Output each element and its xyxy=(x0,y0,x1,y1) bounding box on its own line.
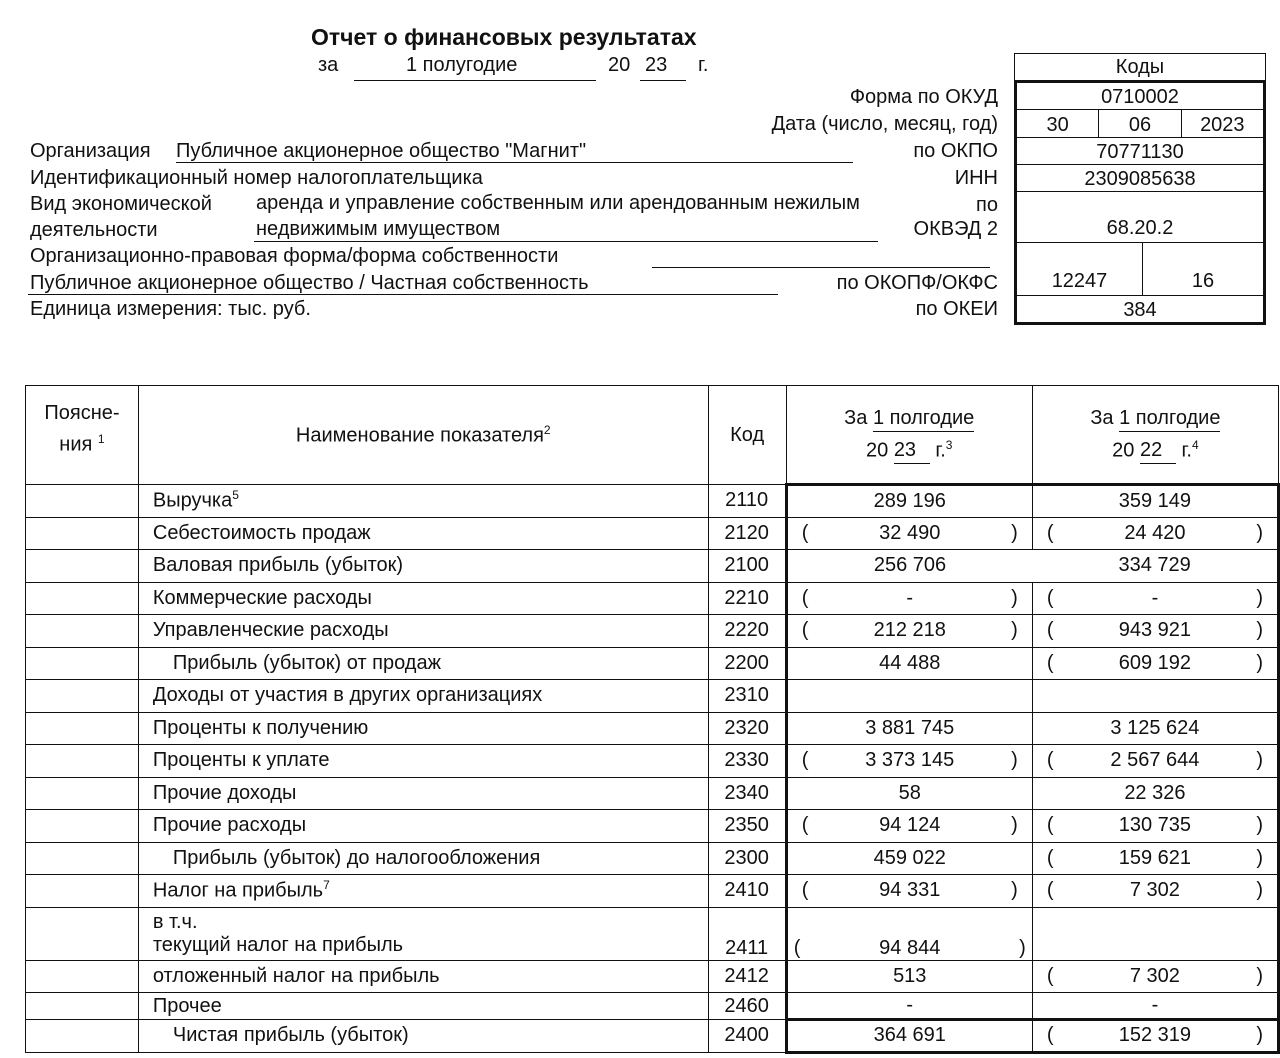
value-previous xyxy=(1032,907,1278,960)
value-current: 58 xyxy=(786,777,1032,810)
row-code: 2330 xyxy=(708,745,786,778)
okud-label: Форма по ОКУД xyxy=(849,86,998,108)
value-previous: ( ) - xyxy=(1032,582,1278,615)
value-current: 513 xyxy=(786,960,1032,993)
activity-label-1: Вид экономической xyxy=(30,193,212,215)
value-previous: ( ) 7 302 xyxy=(1032,960,1278,993)
table-row xyxy=(26,777,1279,810)
indicator-name: Валовая прибыль (убыток) xyxy=(138,550,708,583)
indicator-name: Прочие доходы xyxy=(138,777,708,810)
row-code: 2120 xyxy=(708,517,786,550)
header-period-previous: За 1 полгодие 20 22 г.$^4$ xyxy=(1032,386,1278,485)
inn-code-label: ИНН xyxy=(954,167,998,189)
okopf-value: 12247 xyxy=(1017,243,1143,295)
note-cell xyxy=(26,615,139,648)
note-cell xyxy=(26,842,139,875)
row-code: 2460 xyxy=(708,993,786,1020)
table-row xyxy=(26,582,1279,615)
row-code: 2200 xyxy=(708,647,786,680)
okved-value: 68.20.2 xyxy=(1106,217,1174,239)
value-current: ( ) 32 490 xyxy=(786,517,1032,550)
value-previous: 334 729 xyxy=(1032,550,1278,583)
row-code: 2350 xyxy=(708,810,786,843)
note-cell xyxy=(26,550,139,583)
value-previous: ( ) 7 302 xyxy=(1032,875,1278,908)
indicator-name: Проценты к уплате xyxy=(138,745,708,778)
indicator-name: Прочее xyxy=(138,993,708,1020)
value-current: ( ) - xyxy=(786,582,1032,615)
header-indicator-name: Наименование показателя$^2$ xyxy=(138,386,708,485)
table-row xyxy=(26,993,1279,1020)
table-row xyxy=(26,745,1279,778)
indicator-name: Чистая прибыль (убыток) xyxy=(138,1020,708,1053)
table-row xyxy=(26,1020,1279,1053)
note-cell xyxy=(26,582,139,615)
table-row xyxy=(26,485,1279,518)
row-code: 2110 xyxy=(708,485,786,518)
note-cell xyxy=(26,1020,139,1053)
value-current: 3 881 745 xyxy=(786,712,1032,745)
codes-header: Коды xyxy=(1014,53,1266,80)
value-previous: ( ) 24 420 xyxy=(1032,517,1278,550)
table-row xyxy=(26,960,1279,993)
value-previous: ( ) 152 319 xyxy=(1032,1020,1278,1053)
value-current xyxy=(786,680,1032,713)
note-cell xyxy=(26,810,139,843)
header-period-current: За 1 полгодие 20 23 г.$^3$ xyxy=(786,386,1032,485)
table-row xyxy=(26,842,1279,875)
page-title: Отчет о финансовых результатах xyxy=(311,24,697,50)
legal-form-label: Организационно-правовая форма/форма собственности xyxy=(30,245,559,267)
table-row xyxy=(26,647,1279,680)
indicator-name: Выручка$^5$ xyxy=(138,485,708,518)
row-code: 2340 xyxy=(708,777,786,810)
okud-value: 0710002 xyxy=(1101,86,1179,108)
okpo-label: по ОКПО xyxy=(913,140,998,162)
value-current: 459 022 xyxy=(786,842,1032,875)
row-code: 2412 xyxy=(708,960,786,993)
row-code: 2410 xyxy=(708,875,786,908)
table-row xyxy=(26,875,1279,908)
note-cell xyxy=(26,485,139,518)
header-code: Код xyxy=(708,386,786,485)
note-cell xyxy=(26,777,139,810)
date-label: Дата (число, месяц, год) xyxy=(771,113,998,135)
table-row xyxy=(26,712,1279,745)
okved-label-1: по xyxy=(976,194,998,216)
table-row xyxy=(26,907,1279,960)
indicator-name: Себестоимость продаж xyxy=(138,517,708,550)
note-cell xyxy=(26,960,139,993)
table-row xyxy=(26,550,1279,583)
okopf-label: по ОКОПФ/ОКФС xyxy=(836,272,998,294)
year-unit: г. xyxy=(698,54,709,76)
indicator-name: Коммерческие расходы xyxy=(138,582,708,615)
indicator-name: Прочие расходы xyxy=(138,810,708,843)
okfs-value: 16 xyxy=(1191,270,1215,292)
row-code: 2400 xyxy=(708,1020,786,1053)
table-header-row xyxy=(26,386,1279,485)
date-day: 30 xyxy=(1017,110,1099,137)
row-code: 2100 xyxy=(708,550,786,583)
indicator-name: Управленческие расходы xyxy=(138,615,708,648)
date-month: 06 xyxy=(1099,110,1181,137)
value-current: ( ) 212 218 xyxy=(786,615,1032,648)
value-current: 289 196 xyxy=(786,485,1032,518)
row-code: 2310 xyxy=(708,680,786,713)
activity-label-2: деятельности xyxy=(30,219,158,241)
activity-line-1: аренда и управление собственным или арендованным нежилым xyxy=(256,192,860,214)
inn-label: Идентификационный номер налогоплательщика xyxy=(30,167,483,189)
okpo-value: 70771130 xyxy=(1096,141,1184,163)
codes-box xyxy=(1014,53,1266,325)
note-cell xyxy=(26,680,139,713)
indicator-name: Доходы от участия в других организациях xyxy=(138,680,708,713)
org-name: Публичное акционерное общество "Магнит" xyxy=(176,140,587,162)
row-code: 2320 xyxy=(708,712,786,745)
row-code: 2411 xyxy=(708,907,786,960)
value-current: 44 488 xyxy=(786,647,1032,680)
indicator-name: Налог на прибыль$^7$ xyxy=(138,875,708,908)
okved-label-2: ОКВЭД 2 xyxy=(913,218,998,240)
indicator-name: Проценты к получению xyxy=(138,712,708,745)
year-suffix: 23 xyxy=(645,54,668,76)
value-previous: ( ) 609 192 xyxy=(1032,647,1278,680)
financial-results-table xyxy=(25,385,1280,1054)
indicator-name: в т.ч. текущий налог на прибыль xyxy=(138,907,708,960)
value-current: - xyxy=(786,993,1032,1020)
inn-value: 2309085638 xyxy=(1084,168,1196,190)
value-current: ( ) 3 373 145 xyxy=(786,745,1032,778)
value-previous: 3 125 624 xyxy=(1032,712,1278,745)
table-row xyxy=(26,615,1279,648)
value-current: 364 691 xyxy=(786,1020,1032,1053)
activity-line-2: недвижимым имуществом xyxy=(256,218,501,240)
value-previous: ( ) 943 921 xyxy=(1032,615,1278,648)
indicator-name: Прибыль (убыток) от продаж xyxy=(138,647,708,680)
okei-label: по ОКЕИ xyxy=(915,298,998,320)
note-cell xyxy=(26,875,139,908)
value-previous: ( ) 2 567 644 xyxy=(1032,745,1278,778)
value-previous: - xyxy=(1032,993,1278,1020)
note-cell xyxy=(26,647,139,680)
date-year: 2023 xyxy=(1200,114,1245,136)
row-code: 2210 xyxy=(708,582,786,615)
legal-form-value: Публичное акционерное общество / Частная собственность xyxy=(30,272,589,294)
value-previous: 22 326 xyxy=(1032,777,1278,810)
note-cell xyxy=(26,517,139,550)
year-prefix: 20 xyxy=(608,54,631,76)
row-code: 2300 xyxy=(708,842,786,875)
indicator-name: отложенный налог на прибыль xyxy=(138,960,708,993)
header-notes: Поясне- ния $^1$ xyxy=(26,386,139,485)
value-current: ( ) 94 844 xyxy=(786,907,1032,960)
value-current: ( ) 94 331 xyxy=(786,875,1032,908)
unit-label: Единица измерения: тыс. руб. xyxy=(30,298,311,320)
row-code: 2220 xyxy=(708,615,786,648)
table-row xyxy=(26,517,1279,550)
note-cell xyxy=(26,745,139,778)
value-previous: ( ) 130 735 xyxy=(1032,810,1278,843)
table-row xyxy=(26,810,1279,843)
value-previous: ( ) 159 621 xyxy=(1032,842,1278,875)
org-label: Организация xyxy=(30,140,151,162)
value-previous: 359 149 xyxy=(1032,485,1278,518)
indicator-name: Прибыль (убыток) до налогообложения xyxy=(138,842,708,875)
note-cell xyxy=(26,993,139,1020)
value-previous xyxy=(1032,680,1278,713)
value-current: ( ) 94 124 xyxy=(786,810,1032,843)
note-cell xyxy=(26,907,139,960)
value-current: 256 706 xyxy=(786,550,1032,583)
okei-value: 384 xyxy=(1123,299,1157,321)
period-value: 1 полугодие xyxy=(406,54,518,76)
note-cell xyxy=(26,712,139,745)
period-prefix: за xyxy=(318,54,339,76)
table-row xyxy=(26,680,1279,713)
